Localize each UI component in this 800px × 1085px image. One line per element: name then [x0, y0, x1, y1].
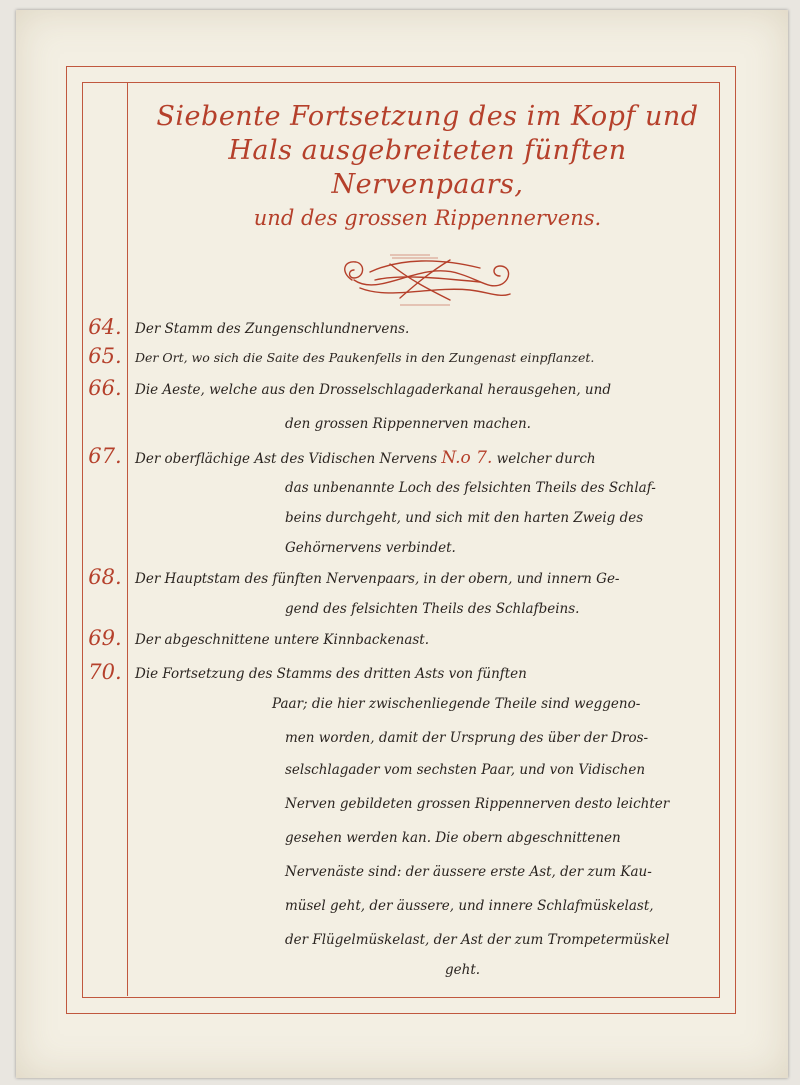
entry-number: 70.	[88, 660, 122, 684]
entry-text-line: Der Stamm des Zungenschlundnervens.	[135, 321, 410, 337]
entry-number: 69.	[88, 626, 122, 650]
entry-text-segment: welcher durch	[496, 451, 596, 467]
entry-text-line: selschlagader vom sechsten Paar, und von Vidischen	[285, 762, 646, 778]
entry-text-line: den grossen Rippennerven machen.	[285, 416, 531, 432]
title-line-2: Hals ausgebreiteten fünften Nervenpaars,	[228, 134, 627, 200]
entry-text-line: Nerven gebildeten grossen Rippennerven desto leichter	[285, 796, 670, 812]
entry-text-line: Der abgeschnittene untere Kinnbackenast.	[135, 632, 430, 648]
entry-number: 68.	[88, 565, 122, 589]
entry-text-line: geht.	[445, 962, 481, 978]
entry-text-line: Nervenäste sind: der äussere erste Ast, der zum Kau-	[285, 864, 652, 880]
entry-text-line: Die Fortsetzung des Stamms des dritten Asts von fünften	[135, 666, 527, 682]
title-line-1: Siebente Fortsetzung des im Kopf und	[156, 101, 699, 132]
entry-number: 67.	[88, 444, 122, 468]
entry-number: 64.	[88, 315, 122, 339]
entry-text-line: das unbenannte Loch des felsichten Theils des Schlaf-	[285, 480, 656, 496]
number-column-rule	[127, 82, 128, 996]
title-line-3: und des grossen Rippennervens.	[253, 206, 602, 231]
entry-text-line: beins durchgeht, und sich mit den harten Zweig des	[285, 510, 644, 526]
entry-text-line: Gehörnervens verbindet.	[285, 540, 456, 556]
entry-text-line: gesehen werden kan. Die obern abgeschnittenen	[285, 830, 621, 846]
entry-number: 66.	[88, 376, 122, 400]
calligraphic-flourish	[330, 250, 520, 310]
entry-text-line	[135, 448, 596, 469]
entry-text-line: Die Aeste, welche aus den Drosselschlagaderkanal herausgehen, und	[135, 382, 611, 398]
figure-reference: N.o 7.	[441, 448, 493, 468]
page-title	[140, 100, 715, 232]
entry-text-line: gend des felsichten Theils des Schlafbeins.	[285, 601, 580, 617]
entry-text-segment: Der oberflächige Ast des Vidischen Nervens	[135, 451, 438, 467]
entry-text-line: Der Ort, wo sich die Saite des Paukenfells in den Zungenast einpflanzet.	[135, 350, 595, 365]
entry-text-line: müsel geht, der äussere, und innere Schlafmüskelast,	[285, 898, 654, 914]
entry-number: 65.	[88, 344, 122, 368]
entry-text-line: Der Hauptstam des fünften Nervenpaars, in der obern, und innern Ge-	[135, 571, 620, 587]
entry-text-line: Paar; die hier zwischenliegende Theile sind weggeno-	[272, 696, 641, 712]
entry-text-line: men worden, damit der Ursprung des über der Dros-	[285, 730, 649, 746]
entry-text-line: der Flügelmüskelast, der Ast der zum Trompetermüskel	[285, 932, 670, 948]
